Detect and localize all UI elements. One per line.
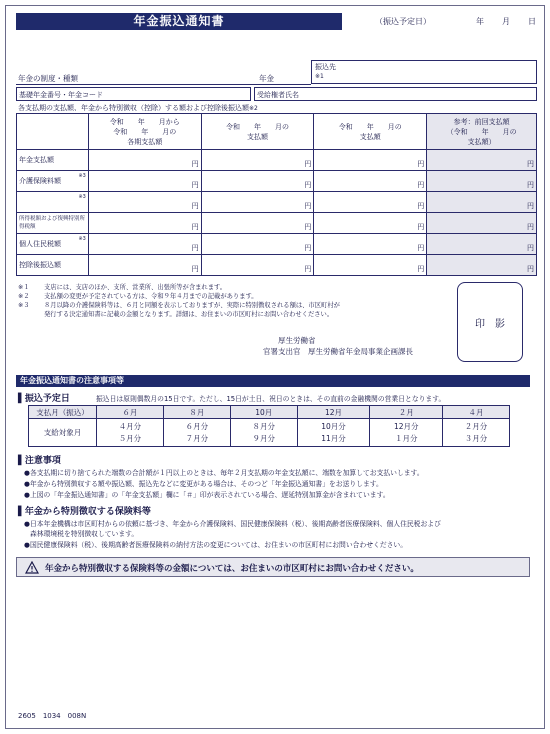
yen-unit: 円 xyxy=(527,265,534,273)
yen-unit: 円 xyxy=(191,181,199,189)
footnote-mark: ※３ xyxy=(18,302,30,309)
caution-item: ●上図の「年金振込通知書」の「年金支払額」欄に「＃」印が表示されている場合、遅延特別加算金が含まれています。 xyxy=(24,491,390,499)
prev-amount-cell xyxy=(427,192,537,213)
footnote-text: 支払額の変更が予定されている方は、令和９年４月までの記載があります。 xyxy=(44,293,258,300)
yen-unit: 円 xyxy=(191,160,199,168)
prev-amount-cell xyxy=(427,171,537,192)
schedule-month: ８月 xyxy=(163,406,230,419)
insurance-item-2-text: 国民健康保険料（税）、後期高齢者医療保険料の納付方法の変更については、お住まいの市区町村にお問い合わせください。 xyxy=(29,541,408,549)
amount-row xyxy=(17,171,537,192)
prev-amount-cell xyxy=(427,213,537,234)
amount-row xyxy=(17,234,537,255)
schedule-target-b: ７月分 xyxy=(185,433,209,443)
header-col-2 xyxy=(201,114,314,150)
amount-row-label: 控除後振込額 xyxy=(19,261,61,269)
amount-cell xyxy=(88,255,201,276)
schedule-month: ６月 xyxy=(97,406,164,419)
warning-box xyxy=(16,557,530,577)
header-col-2-line1: 令和 年 月の xyxy=(226,122,290,131)
schedule-table xyxy=(28,405,510,447)
schedule-target-cell xyxy=(163,419,230,447)
amount-cell xyxy=(314,171,427,192)
amount-cell xyxy=(201,255,314,276)
yen-unit: 円 xyxy=(527,202,534,210)
issuer-ministry: 厚生労働省 xyxy=(278,336,316,345)
amount-row-label-cell xyxy=(17,192,89,213)
day-label: 日 xyxy=(528,17,536,26)
schedule-target-a: 12月分 xyxy=(393,421,419,431)
amount-cell xyxy=(201,234,314,255)
yen-unit: 円 xyxy=(417,160,425,168)
amount-row xyxy=(17,213,537,234)
prev-amount-cell xyxy=(427,150,537,171)
yen-unit: 円 xyxy=(527,223,534,231)
schedule-target-a: ８月分 xyxy=(252,421,275,431)
yen-unit: 円 xyxy=(417,265,425,273)
schedule-target-b: ９月分 xyxy=(252,433,275,443)
insurance-item-1: ●日本年金機構は市区町村からの依頼に基づき、年金から介護保険料、国民健康保険料（税）、後期高齢者医療保険料、個人住民税および xyxy=(24,520,441,528)
yen-unit: 円 xyxy=(191,244,199,252)
header-col-2-line2: 支払額 xyxy=(247,132,269,141)
yen-unit: 円 xyxy=(417,223,425,231)
footnote xyxy=(18,309,333,318)
header-col-prev-line3: 支払額） xyxy=(467,137,496,146)
amount-row xyxy=(17,255,537,276)
yen-unit: 円 xyxy=(191,223,199,231)
amount-cell xyxy=(201,150,314,171)
amount-table xyxy=(16,113,537,276)
footnote-text: 支店には、支店のほか、支所、営業所、出張所等が含まれます。 xyxy=(44,284,227,291)
amount-cell xyxy=(88,192,201,213)
amount-cell xyxy=(88,234,201,255)
amount-row-label: 年金支払額 xyxy=(19,156,54,164)
caution-item-text: 年金から特別徴収する額や振込額、振込先などに変更がある場合は、そのつど「年金振込通知書」をお送りします。 xyxy=(29,480,383,488)
schedule-target-b: 11月分 xyxy=(321,433,346,443)
schedule-target-cell xyxy=(443,419,510,447)
schedule-month: 10月 xyxy=(230,406,297,419)
schedule-row2-label: 支給対象月 xyxy=(29,419,97,447)
schedule-targets-row xyxy=(29,419,510,447)
schedule-target-cell xyxy=(370,419,443,447)
schedule-target-a: ６月分 xyxy=(185,421,209,431)
yen-unit: 円 xyxy=(304,244,312,252)
footnote xyxy=(18,291,258,300)
amount-cell xyxy=(201,171,314,192)
warning-icon xyxy=(25,561,39,574)
schedule-target-a: ４月分 xyxy=(118,421,142,431)
header-col-1-line2: 令和 年 月の xyxy=(113,127,177,136)
schedule-month: 12月 xyxy=(297,406,370,419)
yen-unit: 円 xyxy=(304,223,312,231)
header-col-3-line1: 令和 年 月の xyxy=(338,122,402,131)
amount-cell xyxy=(314,213,427,234)
schedule-target-cell xyxy=(97,419,164,447)
scheduled-date-label: （振込予定日） xyxy=(375,17,431,26)
yen-unit: 円 xyxy=(304,160,312,168)
recipient-label: 受給権者氏名 xyxy=(257,91,299,99)
pension-number-box xyxy=(16,87,251,101)
amount-cell xyxy=(88,171,201,192)
amount-cell xyxy=(88,150,201,171)
month-label: 月 xyxy=(502,17,510,26)
insurance-item-1-cont: 森林環境税を特別徴収しています。 xyxy=(30,530,139,538)
table-caption xyxy=(18,103,258,113)
yen-unit: 円 xyxy=(304,202,312,210)
caution-item: ●各支払期に切り捨てられた端数の合計額が１円以上のときは、毎年２月支払期の年金支払額に、端数を加算してお支払いします。 xyxy=(24,469,424,477)
yen-unit: 円 xyxy=(417,244,425,252)
yen-unit: 円 xyxy=(417,181,425,189)
form-code: 2605 1034 008N xyxy=(18,712,87,720)
header-col-3 xyxy=(314,114,427,150)
amount-cell xyxy=(314,255,427,276)
footnote xyxy=(18,282,226,291)
insurance-title: ▌年金から特別徴収する保険料等 xyxy=(18,507,151,517)
caution-item: ●年金から特別徴収する額や振込額、振込先などに変更がある場合は、そのつど「年金振込通知書」をお送りします。 xyxy=(24,480,383,488)
schedule-months-row xyxy=(29,406,510,419)
footnote xyxy=(18,300,340,309)
stamp-box xyxy=(457,282,523,362)
footnote-mark: ※２ xyxy=(18,293,30,300)
schedule-month: ４月 xyxy=(443,406,510,419)
transfer-to-note: ※1 xyxy=(315,73,324,80)
schedule-month: ２月 xyxy=(370,406,443,419)
table-caption-note: ※2 xyxy=(249,105,258,112)
insurance-item-2: ●国民健康保険料（税）、後期高齢者医療保険料の納付方法の変更については、お住まいの市区町村にお問い合わせください。 xyxy=(24,541,408,549)
amount-row-note: ※3 xyxy=(78,236,86,242)
amount-row-label-cell xyxy=(17,213,89,234)
footnote-mark: ※１ xyxy=(18,284,30,291)
insurance-title-text: 年金から特別徴収する保険料等 xyxy=(24,507,151,517)
header-col-prev xyxy=(427,114,537,150)
payday-title-text: 振込予定日 xyxy=(24,394,70,404)
document-title: 年金振込通知書 xyxy=(16,13,342,30)
schedule-target-a: 10月分 xyxy=(321,421,346,431)
stamp-label: 印 影 xyxy=(475,319,505,330)
amount-cell xyxy=(201,192,314,213)
amount-row-label: 介護保険料額 xyxy=(19,177,61,185)
amount-row-note: ※3 xyxy=(78,194,86,200)
notice-section-heading: 年金振込通知書の注意事項等 xyxy=(16,375,530,387)
warning-text: 年金から特別徴収する保険料等の金額については、お住まいの市区町村にお問い合わせください。 xyxy=(45,564,419,574)
amount-cell xyxy=(314,192,427,213)
schedule-target-b: ３月分 xyxy=(464,433,488,443)
schedule-target-b: ５月分 xyxy=(118,433,142,443)
header-col-prev-line1: 参考：前回支払額 xyxy=(453,117,510,126)
footnote-text: ８月以降の介護保険料等は、６月と同額を表示しておりますが、実際に特別徴収される額は、市区町村が xyxy=(44,302,340,309)
plan-type-underline xyxy=(16,84,311,85)
amount-cell xyxy=(314,234,427,255)
amount-cell xyxy=(88,213,201,234)
cautions-title-text: 注意事項 xyxy=(24,456,61,466)
issuer-officer: 官署支出官 厚生労働省年金局事業企画課長 xyxy=(263,347,413,356)
schedule-target-cell xyxy=(297,419,370,447)
header-col-3-line2: 支払額 xyxy=(359,132,381,141)
footnote-text: 発行する決定通知書に記載の金額となります。詳細は、お住まいの市区町村にお問い合わせください。 xyxy=(44,311,334,318)
header-col-1 xyxy=(88,114,201,150)
pension-number-label: 基礎年金番号・年金コード xyxy=(19,91,103,99)
caution-item-text: 上図の「年金振込通知書」の「年金支払額」欄に「＃」印が表示されている場合、遅延特別加算金が含まれています。 xyxy=(29,491,390,499)
schedule-target-cell xyxy=(230,419,297,447)
amount-cell xyxy=(201,213,314,234)
amount-row xyxy=(17,150,537,171)
pension-label: 年金 xyxy=(259,74,274,83)
amount-row-label: 個人住民税額 xyxy=(19,240,61,248)
amount-cell xyxy=(314,150,427,171)
header-col-1-line1: 令和 年 月から xyxy=(109,117,180,126)
amount-table-body xyxy=(17,150,537,276)
insurance-item-1-text: 日本年金機構は市区町村からの依頼に基づき、年金から介護保険料、国民健康保険料（税）、後期高齢者医療保険料、個人住民税および xyxy=(29,520,441,528)
amount-row-note: ※3 xyxy=(78,173,86,179)
yen-unit: 円 xyxy=(527,181,534,189)
plan-type-label: 年金の制度・種類 xyxy=(18,74,78,83)
amount-row xyxy=(17,192,537,213)
payday-text: 振込日は原則偶数月の15日です。ただし、15日が土日、祝日のときは、その直前の金融機関の営業日となります。 xyxy=(96,395,446,403)
prev-amount-cell xyxy=(427,255,537,276)
amount-row-label: 所得税額および復興特別所得税額 xyxy=(19,216,86,230)
table-caption-text: 各支払期の支払額、年金から特別徴収（控除）する額および控除後振込額 xyxy=(18,104,249,112)
caution-item-text: 各支払期に切り捨てられた端数の合計額が１円以上のときは、毎年２月支払期の年金支払額に、端数を加算してお支払いします。 xyxy=(29,469,424,477)
transfer-to-label: 振込先 xyxy=(315,63,336,71)
yen-unit: 円 xyxy=(527,160,534,168)
header-col-1-line3: 各期支払額 xyxy=(127,137,163,146)
yen-unit: 円 xyxy=(417,202,425,210)
schedule-target-a: ２月分 xyxy=(464,421,488,431)
recipient-box xyxy=(254,87,537,101)
amount-row-label-cell xyxy=(17,150,89,171)
yen-unit: 円 xyxy=(304,265,312,273)
payday-title: ▌振込予定日 xyxy=(18,394,70,404)
transfer-to-box xyxy=(311,60,537,84)
amount-row-label-cell xyxy=(17,234,89,255)
amount-row-label-cell xyxy=(17,255,89,276)
yen-unit: 円 xyxy=(527,244,534,252)
schedule-row1-label: 支払月（振込） xyxy=(29,406,97,419)
yen-unit: 円 xyxy=(191,202,199,210)
year-label: 年 xyxy=(476,17,484,26)
yen-unit: 円 xyxy=(304,181,312,189)
yen-unit: 円 xyxy=(191,265,199,273)
cautions-title: ▌注意事項 xyxy=(18,456,61,466)
header-blank-cell xyxy=(17,114,89,150)
header-col-prev-line2: （令和 年 月の xyxy=(446,127,517,136)
schedule-target-b: １月分 xyxy=(394,433,418,443)
amount-row-label-cell xyxy=(17,171,89,192)
prev-amount-cell xyxy=(427,234,537,255)
